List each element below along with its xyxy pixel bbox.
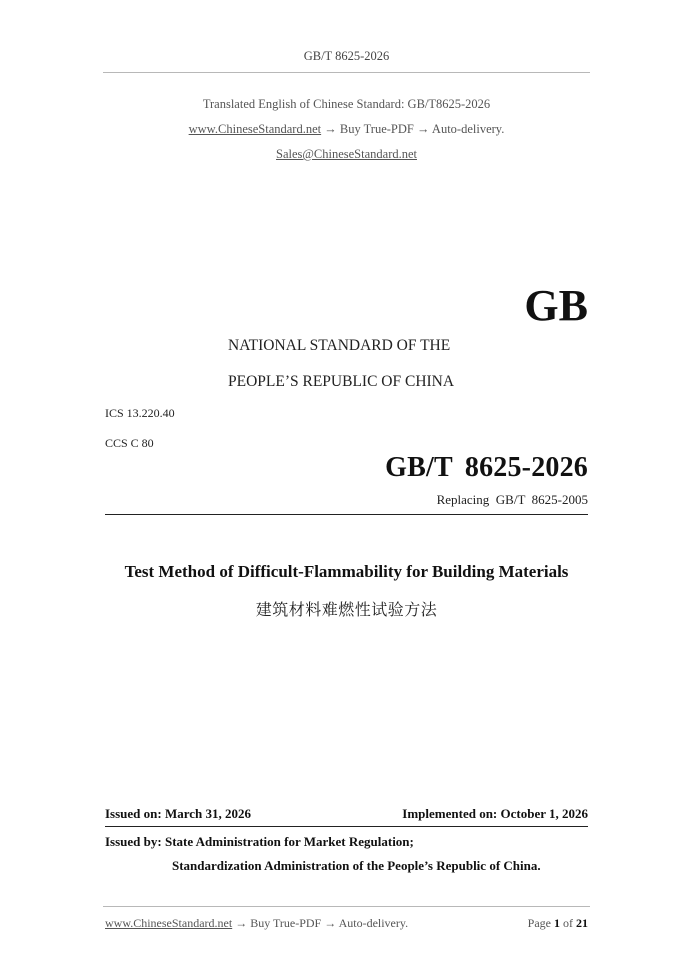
- issued-by: Issued by: State Administration for Market Regulation;: [105, 834, 414, 849]
- issued-by-2: Standardization Administration of the People’s Republic of China.: [172, 858, 541, 873]
- ccs-code: CCS C 80: [105, 436, 154, 450]
- page-number: 1: [554, 916, 560, 930]
- footer-site-link[interactable]: www.ChineseStandard.net: [105, 916, 233, 930]
- national-standard-line1: NATIONAL STANDARD OF THE: [228, 337, 451, 354]
- promo-line: [0, 122, 693, 137]
- issue-divider: [105, 826, 588, 827]
- code-divider: [105, 514, 588, 515]
- footer-buy-text: → Buy True-PDF → Auto-delivery.: [232, 916, 409, 930]
- standard-code: [385, 452, 588, 484]
- of-label: of: [563, 916, 573, 930]
- site-link[interactable]: www.ChineseStandard.net: [188, 122, 322, 136]
- ics-code: ICS 13.220.40: [105, 406, 175, 420]
- running-header: GB/T 8625-2026: [303, 49, 390, 63]
- header-divider: [103, 72, 590, 73]
- page-total: 21: [576, 916, 588, 930]
- page-label: Page: [527, 916, 551, 930]
- email-line: [0, 147, 693, 162]
- issued-on: Issued on: March 31, 2026: [105, 806, 252, 821]
- sales-email-link[interactable]: Sales@ChineseStandard.net: [276, 147, 417, 161]
- gb-mark: GB: [524, 281, 588, 330]
- implemented-on: Implemented on: October 1, 2026: [402, 806, 588, 821]
- buy-text: → Buy True-PDF → Auto-delivery.: [321, 122, 505, 136]
- chinese-title: 建筑材料难燃性试验方法: [255, 600, 438, 619]
- page-indicator: [528, 916, 588, 931]
- standard-code-number: 8625-2026: [464, 452, 588, 483]
- footer-promo: [105, 916, 408, 931]
- standard-code-prefix: GB/T: [385, 452, 453, 483]
- national-standard-line2: PEOPLE’S REPUBLIC OF CHINA: [228, 373, 455, 390]
- translation-notice: Translated English of Chinese Standard: GB/T8625-2026: [202, 97, 491, 111]
- english-title: Test Method of Difficult-Flammability for Building Materials: [124, 562, 569, 581]
- replacing-note: Replacing GB/T 8625-2005: [436, 492, 588, 507]
- footer-divider: [103, 906, 590, 907]
